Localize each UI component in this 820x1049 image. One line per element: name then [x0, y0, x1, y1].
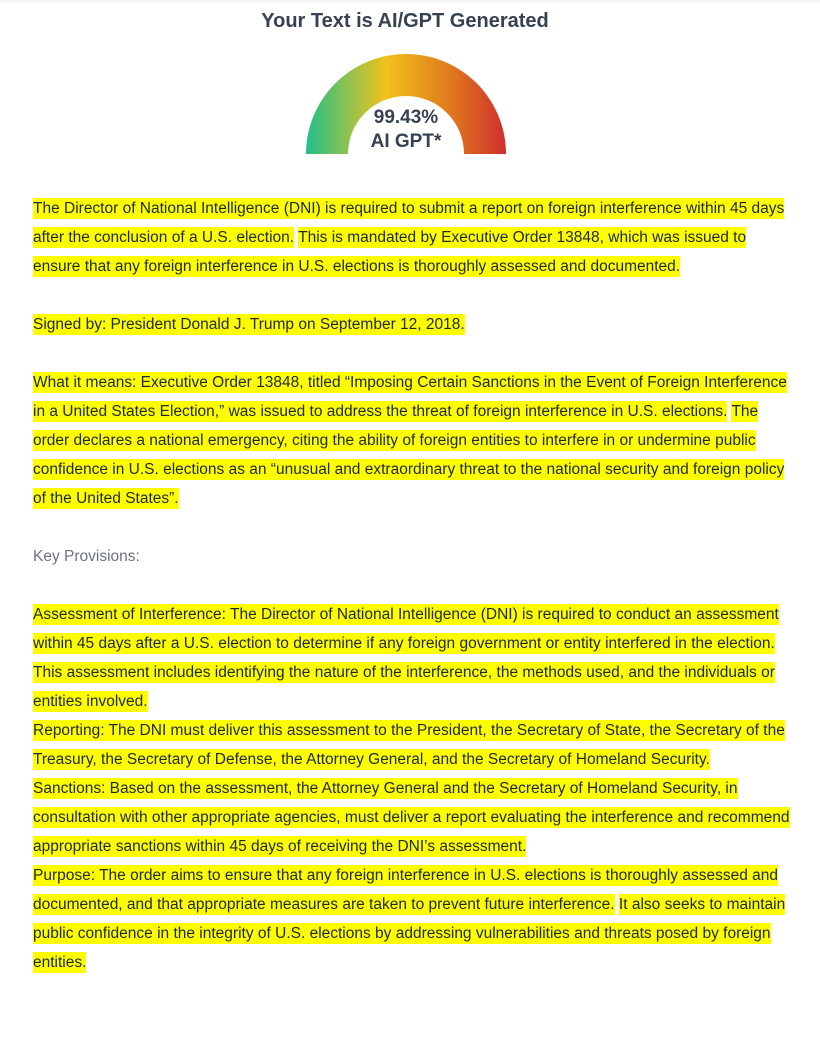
- paragraph-signed-by: [33, 310, 793, 339]
- analyzed-text: [33, 194, 793, 977]
- highlighted-sentence: Assessment of Interference: The Director of National Intelligence (DNI) is required to conduct an assessment within 45 days after a U.S. election to determine if any foreign government or entity interfered in the election.: [33, 606, 779, 652]
- spacer: [33, 513, 793, 542]
- highlighted-sentence: It also seeks to maintain public confidence in the integrity of U.S. elections by addressing vulnerabilities and threats posed by foreign entities.: [33, 896, 786, 971]
- highlighted-sentence: This is mandated by Executive Order 13848, which was issued to ensure that any foreign interference in U.S. elections is thoroughly assessed and documented.: [33, 229, 747, 275]
- ai-gpt-label: AI GPT*: [370, 131, 442, 152]
- paragraph-what-it-means: [33, 368, 793, 513]
- result-title: Your Text is AI/GPT Generated: [261, 10, 549, 32]
- highlighted-sentence: This assessment includes identifying the nature of the interference, the methods used, and the individuals or entities involved.: [33, 664, 775, 710]
- spacer: [33, 281, 793, 310]
- paragraph-sanctions: [33, 774, 793, 861]
- ai-percentage: 99.43%: [373, 107, 439, 128]
- highlighted-sentence: The Director of National Intelligence (DNI) is required to submit a report on foreign interference within 45 days after the conclusion of a U.S. election.: [33, 200, 785, 246]
- highlighted-sentence: Sanctions: Based on the assessment, the Attorney General and the Secretary of Homeland Security, in consultation with other appropriate agencies, must deliver a report evaluating the interference and recommend appropriate sanctions within 45 days of receiving the DNI’s assessment.: [33, 780, 790, 855]
- gauge-readout: [301, 106, 511, 154]
- paragraph-dni-report: [33, 194, 793, 281]
- paragraph-key-provisions: Key Provisions:: [33, 548, 140, 565]
- highlighted-sentence: Signed by: President Donald J. Trump on September 12, 2018.: [33, 316, 465, 333]
- spacer: [33, 339, 793, 368]
- highlighted-sentence: What it means: Executive Order 13848, titled “Imposing Certain Sanctions in the Event of Foreign Interference in a United States Election,” was issued to address the threat of foreign interference in U.S. elections.: [33, 374, 787, 420]
- paragraph-purpose: [33, 861, 793, 977]
- spacer: [33, 571, 793, 600]
- highlighted-sentence: Reporting: The DNI must deliver this assessment to the President, the Secretary of State, the Secretary of the Treasury, the Secretary of Defense, the Attorney General, and the Secretary of Homeland Security.: [33, 722, 785, 768]
- paragraph-reporting: [33, 716, 793, 774]
- paragraph-assessment: [33, 600, 793, 716]
- highlighted-sentence: The order declares a national emergency, citing the ability of foreign entities to interfere in or undermine public confidence in U.S. elections as an “unusual and extraordinary threat to the national security and foreign policy of the United States”.: [33, 403, 785, 507]
- ai-score-gauge: [301, 50, 511, 160]
- highlighted-sentence: Purpose: The order aims to ensure that any foreign interference in U.S. elections is thoroughly assessed and documented, and that appropriate measures are taken to prevent future interference.: [33, 867, 778, 913]
- top-edge: [0, 0, 820, 4]
